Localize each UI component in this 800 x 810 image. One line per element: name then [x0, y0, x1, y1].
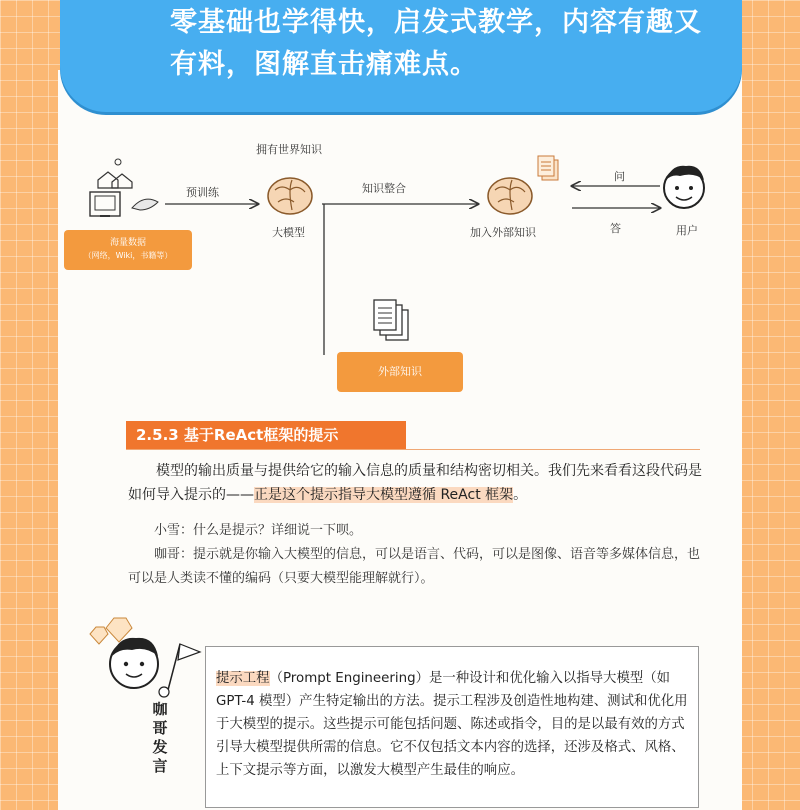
- knowledge-integration-label: 知识整合: [362, 182, 406, 195]
- dialog-line-xiaoxue: 小雪：什么是提示？详细说一下呗。: [154, 523, 363, 538]
- user-label: 用户: [676, 224, 698, 237]
- data-source-box: [64, 230, 192, 270]
- banner-line-1: 零基础也学得快，启发式教学，内容有趣又: [170, 7, 702, 38]
- data-source-icon: [90, 159, 158, 216]
- banner-text: [170, 2, 780, 86]
- ask-label: 问: [614, 170, 625, 183]
- model-label: 大模型: [272, 226, 305, 239]
- tip-text: [216, 667, 692, 782]
- answer-label: 答: [610, 222, 621, 235]
- promo-banner: [60, 0, 742, 112]
- pretrain-label: 预训练: [186, 186, 219, 199]
- tip-term: 提示工程: [216, 671, 270, 686]
- external-knowledge-box: [337, 352, 463, 392]
- external-document-icon: [374, 300, 408, 340]
- section-divider: [126, 449, 700, 450]
- section-heading: 2.5.3 基于ReAct框架的提示: [126, 421, 406, 449]
- user-avatar-icon: [664, 166, 704, 208]
- data-source-subtitle: （网络，Wiki，书籍等）: [83, 251, 173, 260]
- paragraph-text: 模型的输出质量与提供给它的输入信息的质量和结构密切相关。我们先来看看这段代码是如何导入提示的——: [128, 463, 702, 503]
- kage-avatar-illustration: [84, 600, 204, 710]
- paragraph-end: 。: [513, 487, 528, 503]
- dialog-line-kage: 咖哥：提示就是你输入大模型的信息，可以是语言、代码，可以是图像、语音等多媒体信息，也可以是人类读不懂的编码（只要大模型能理解就行）。: [128, 547, 701, 586]
- add-external-label: 加入外部知识: [470, 226, 536, 239]
- banner-line-2: 有料，图解直击痛难点。: [170, 49, 478, 80]
- tip-side-label: 咖哥发言: [152, 700, 168, 775]
- paragraph-highlight: 正是这个提示指导大模型遵循 ReAct 框架: [254, 487, 514, 503]
- brain-icon: [488, 178, 532, 214]
- flag-icon: [159, 644, 200, 697]
- tip-body: （Prompt Engineering）是一种设计和优化输入以指导大模型（如 GPT-4 模型）产生特定输出的方法。提示工程涉及创造性地构建、测试和优化用于大模型的提示。这些提示可能包括问题、陈述或指令，目的是以最有效的方式引导大模型提供所需的信息。它不仅包括文本内容的选择，还涉及格式、风格、上下文提示等方面，以激发大模型产生最佳的响应。: [216, 671, 688, 778]
- brain-icon: [268, 178, 312, 214]
- document-stack-icon: [538, 156, 558, 180]
- face-icon: [110, 638, 158, 688]
- body-paragraph: [128, 459, 708, 507]
- world-knowledge-label: 拥有世界知识: [256, 143, 322, 156]
- external-knowledge-label: 外部知识: [378, 365, 422, 378]
- data-source-title: 海量数据: [109, 238, 146, 248]
